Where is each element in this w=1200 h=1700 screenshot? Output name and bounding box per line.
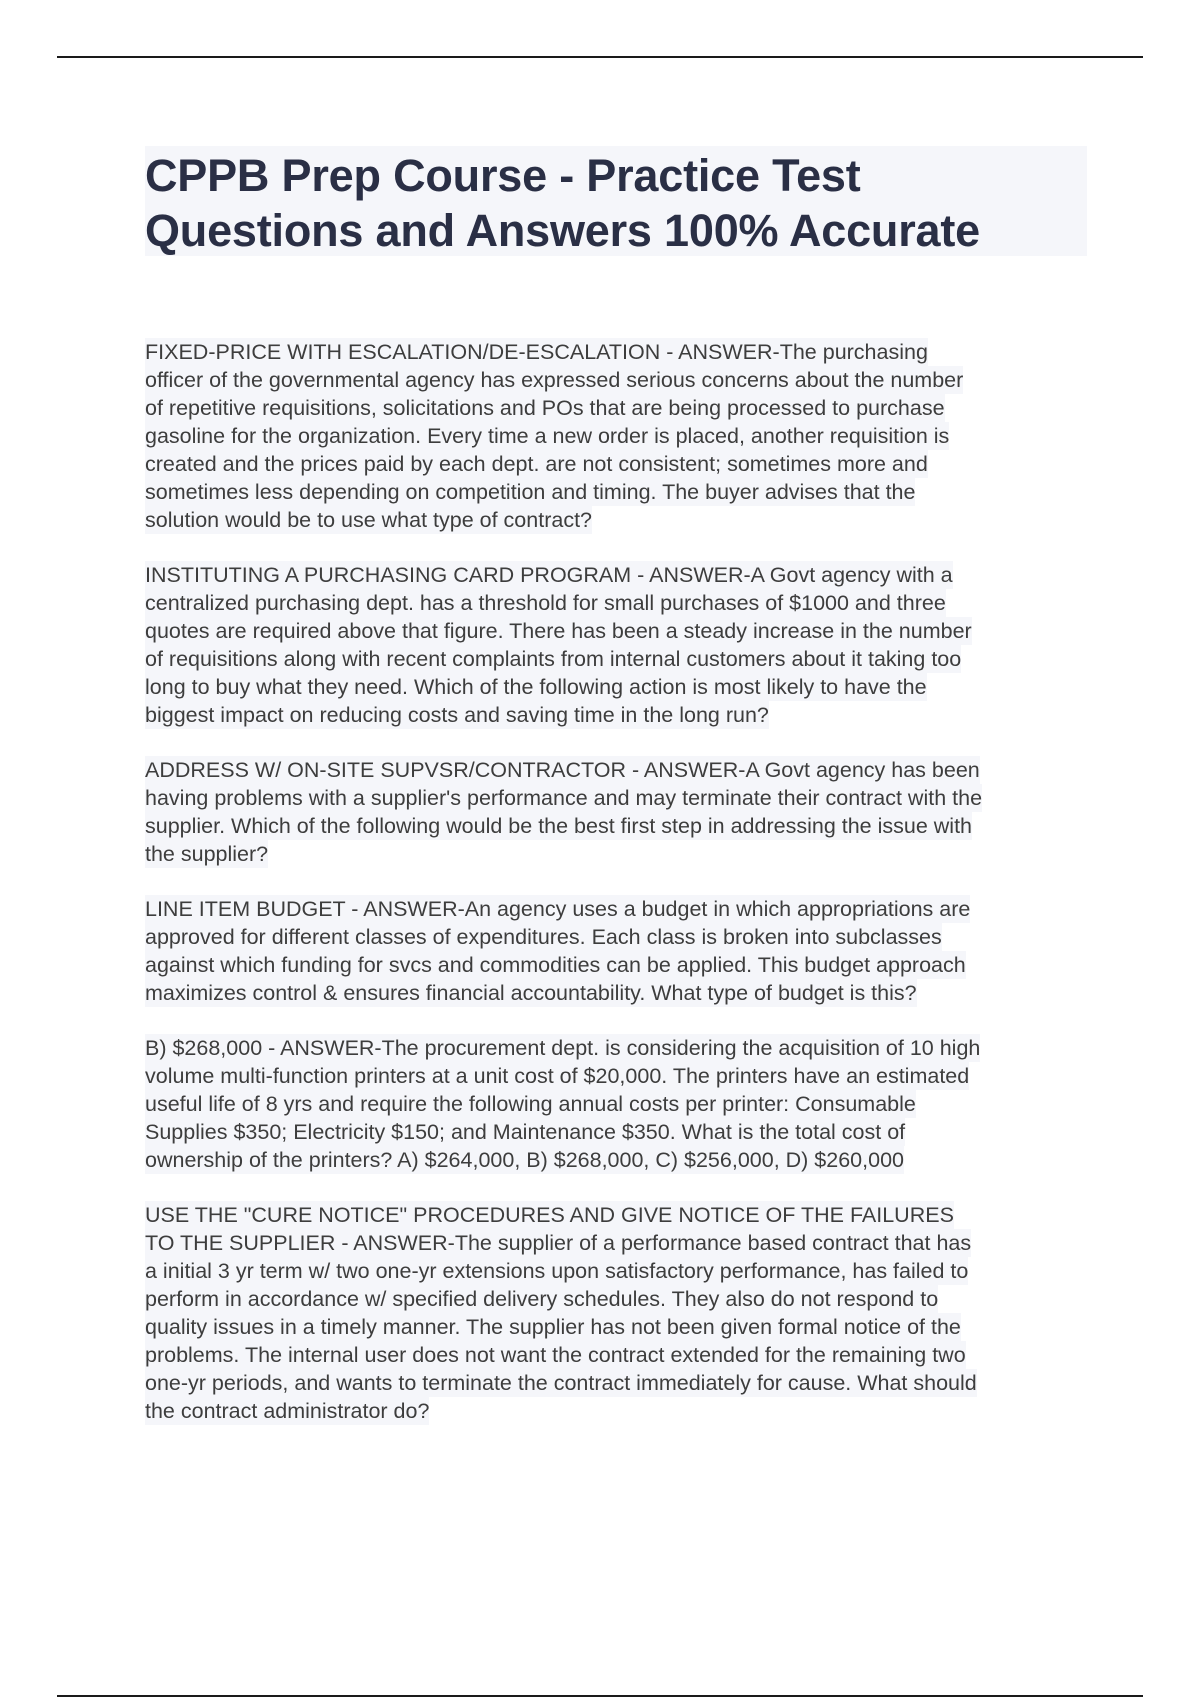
qa-entry-line: Supplies $350; Electricity $150; and Maintenance $350. What is the total cost of	[145, 1120, 906, 1144]
qa-list	[145, 338, 1093, 1452]
qa-entry-line: one-yr periods, and wants to terminate the contract immediately for cause. What should	[145, 1371, 977, 1395]
qa-entry-line: INSTITUTING A PURCHASING CARD PROGRAM - ANSWER-A Govt agency with a	[145, 563, 953, 587]
qa-entry-line: ownership of the printers? A) $264,000, B) $268,000, C) $256,000, D) $260,000	[145, 1148, 904, 1172]
top-rule	[57, 56, 1143, 58]
qa-entry-line: quotes are required above that figure. There has been a steady increase in the number	[145, 619, 972, 643]
qa-entry-line: of repetitive requisitions, solicitations and POs that are being processed to purchase	[145, 396, 945, 420]
qa-entry	[145, 895, 1093, 1007]
bottom-rule	[57, 1695, 1143, 1697]
qa-entry-line: USE THE "CURE NOTICE" PROCEDURES AND GIVE NOTICE OF THE FAILURES	[145, 1203, 954, 1227]
qa-entry	[145, 561, 1093, 729]
qa-entry-line: volume multi-function printers at a unit cost of $20,000. The printers have an estimated	[145, 1064, 970, 1088]
qa-entry-line: having problems with a supplier's performance and may terminate their contract with the	[145, 786, 983, 810]
qa-entry	[145, 756, 1093, 868]
qa-entry-line: created and the prices paid by each dept. are not consistent; sometimes more and	[145, 452, 928, 476]
qa-entry-line: ADDRESS W/ ON-SITE SUPVSR/CONTRACTOR - ANSWER-A Govt agency has been	[145, 758, 980, 782]
qa-entry-line: B) $268,000 - ANSWER-The procurement dept. is considering the acquisition of 10 high	[145, 1036, 981, 1060]
qa-entry	[145, 338, 1093, 534]
qa-entry-line: useful life of 8 yrs and require the following annual costs per printer: Consumable	[145, 1092, 916, 1116]
qa-entry-line: maximizes control & ensures financial accountability. What type of budget is this?	[145, 981, 917, 1005]
qa-entry-line: quality issues in a timely manner. The supplier has not been given formal notice of the	[145, 1315, 961, 1339]
qa-entry-line: centralized purchasing dept. has a threshold for small purchases of $1000 and three	[145, 591, 946, 615]
qa-entry-line: solution would be to use what type of contract?	[145, 508, 592, 532]
qa-entry-line: a initial 3 yr term w/ two one-yr extensions upon satisfactory performance, has failed to	[145, 1259, 969, 1283]
qa-entry-line: FIXED-PRICE WITH ESCALATION/DE-ESCALATION - ANSWER-The purchasing	[145, 340, 928, 364]
qa-entry-line: sometimes less depending on competition and timing. The buyer advises that the	[145, 480, 916, 504]
qa-entry-line: long to buy what they need. Which of the following action is most likely to have the	[145, 675, 927, 699]
qa-entry-line: against which funding for svcs and commodities can be applied. This budget approach	[145, 953, 966, 977]
qa-entry-line: gasoline for the organization. Every time a new order is placed, another requisition is	[145, 424, 950, 448]
title-block	[145, 146, 1087, 256]
qa-entry-line: the supplier?	[145, 842, 269, 866]
qa-entry	[145, 1034, 1093, 1174]
qa-entry-line: supplier. Which of the following would be the best first step in addressing the issue with	[145, 814, 973, 838]
title-line: CPPB Prep Course - Practice Test	[145, 150, 861, 201]
qa-entry-line: problems. The internal user does not want the contract extended for the remaining two	[145, 1343, 966, 1367]
page-title	[145, 148, 1087, 258]
qa-entry-line: biggest impact on reducing costs and saving time in the long run?	[145, 703, 769, 727]
qa-entry-line: approved for different classes of expenditures. Each class is broken into subclasses	[145, 925, 942, 949]
title-line: Questions and Answers 100% Accurate	[145, 205, 980, 256]
qa-entry-line: the contract administrator do?	[145, 1399, 430, 1423]
qa-entry-line: perform in accordance w/ specified delivery schedules. They also do not respond to	[145, 1287, 939, 1311]
qa-entry-line: of requisitions along with recent complaints from internal customers about it taking too	[145, 647, 962, 671]
qa-entry-line: LINE ITEM BUDGET - ANSWER-An agency uses a budget in which appropriations are	[145, 897, 971, 921]
qa-entry	[145, 1201, 1093, 1425]
qa-entry-line: officer of the governmental agency has expressed serious concerns about the number	[145, 368, 964, 392]
qa-entry-line: TO THE SUPPLIER - ANSWER-The supplier of a performance based contract that has	[145, 1231, 972, 1255]
